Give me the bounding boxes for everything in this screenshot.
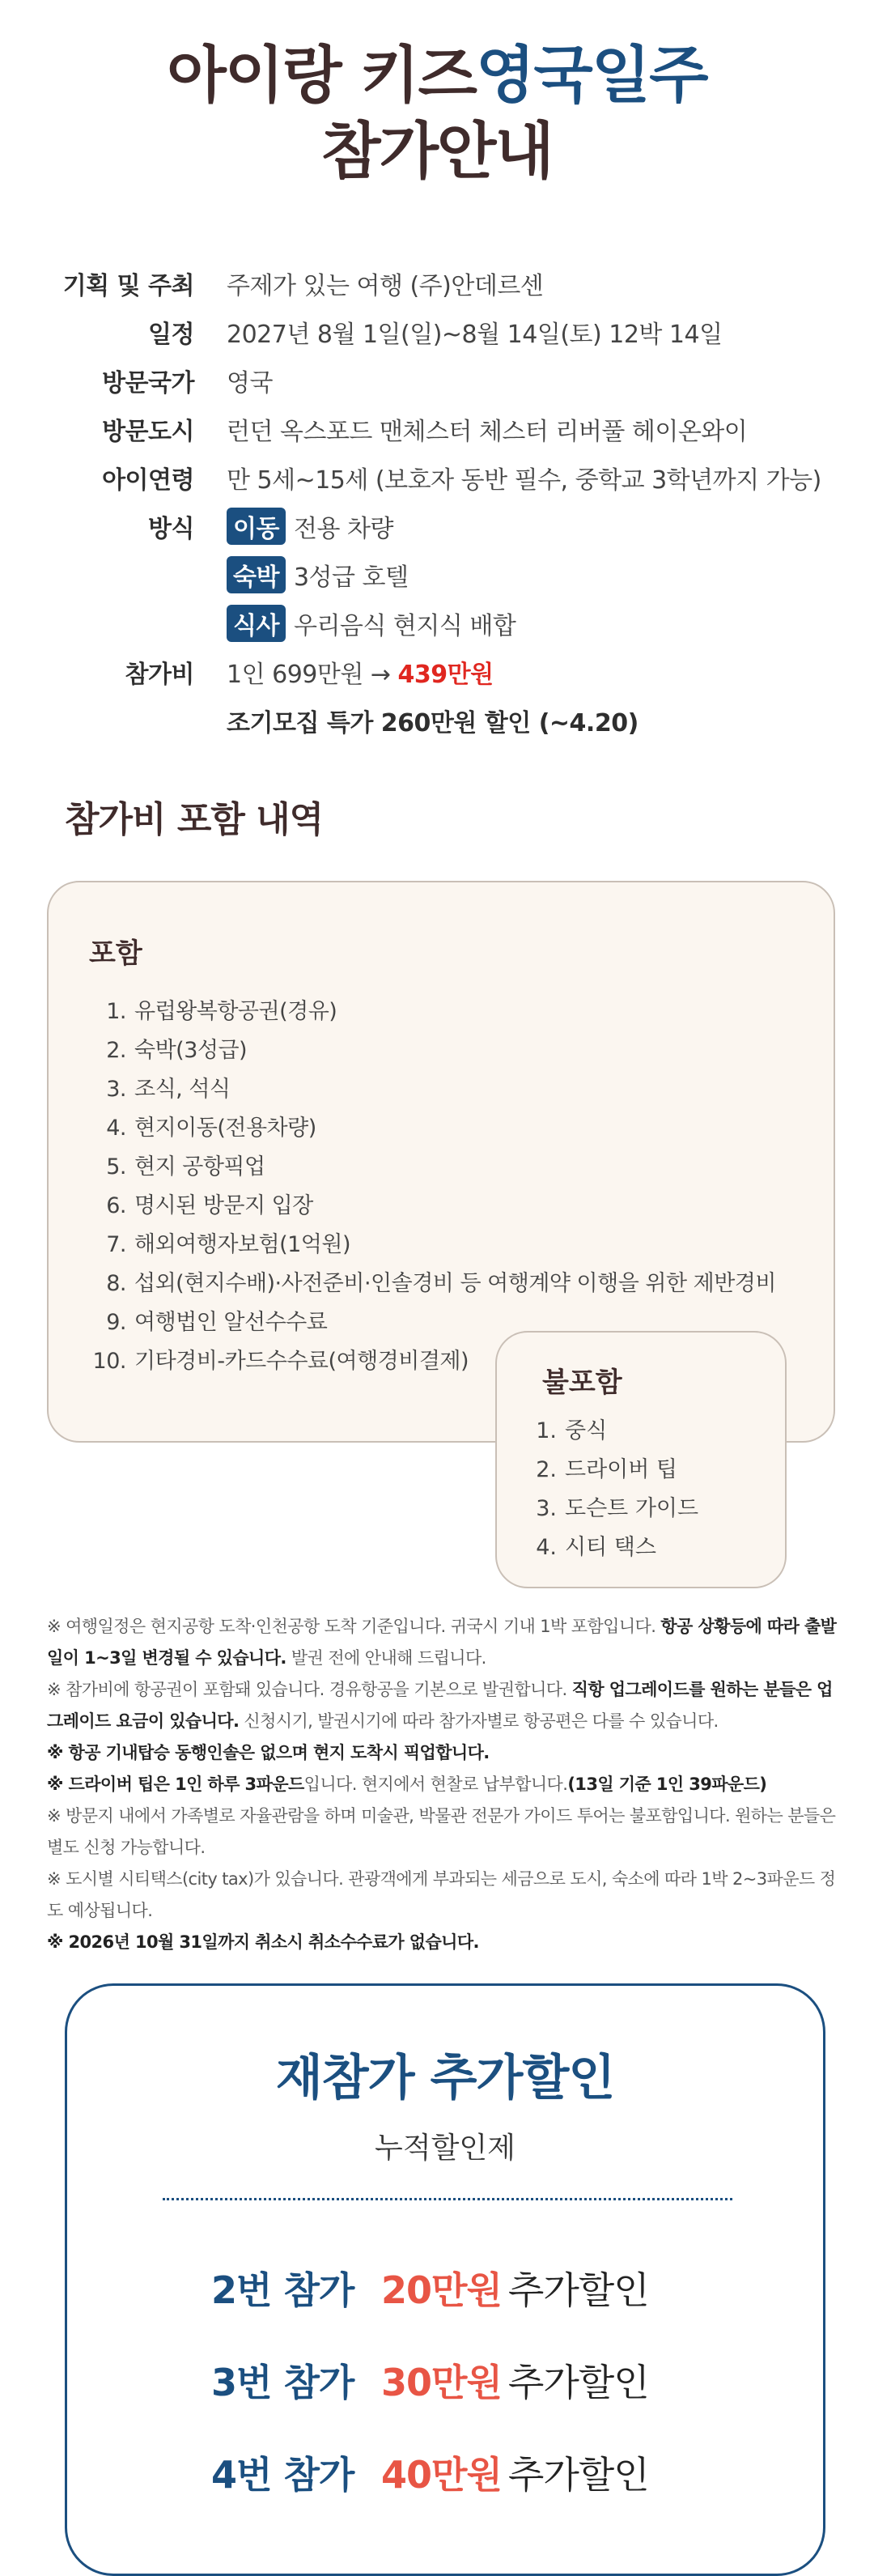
list-item: 4. 현지이동(전용차량) <box>106 1116 316 1141</box>
fee-sale: 439만원 <box>397 661 494 689</box>
info-row-method <box>32 550 850 599</box>
list-item: 5. 현지 공항픽업 <box>106 1154 265 1180</box>
title-part1: 아이랑 키즈 <box>167 39 476 111</box>
excludes-heading: 불포함 <box>542 1367 622 1399</box>
note-item: ※ 항공 기내탑승 동행인솔은 없으며 현지 도착시 픽업합니다. <box>47 1743 490 1762</box>
list-item: 4. 시티 택스 <box>536 1535 656 1560</box>
method-tag: 이동 <box>227 508 286 545</box>
info-row-cities <box>32 405 850 453</box>
info-row-age <box>32 453 850 502</box>
list-item: 2. 숙박(3성급) <box>106 1038 248 1063</box>
note-item: ※ 여행일정은 현지공항 도착·인천공항 도착 기준입니다. 귀국시 기내 1박 포함입니다. 항공 상황등에 따라 출발일이 1~3일 변경될 수 있습니다. 발권 전에 안내해 드립니다. <box>47 1617 837 1668</box>
includes-heading: 포함 <box>89 937 142 970</box>
note-item: ※ 드라이버 팁은 1인 하루 3파운드입니다. 현지에서 현찰로 납부합니다.(13일 기준 1인 39파운드) <box>47 1775 767 1794</box>
title-part2: 영국일주 <box>475 39 707 111</box>
cities-label: 방문도시 <box>102 418 194 446</box>
title-line2: 참가안내 <box>321 115 553 188</box>
note-item: ※ 도시별 시티택스(city tax)가 있습니다. 관광객에게 부과되는 세금으로 도시, 숙소에 따라 1박 2~3파운드 정도 예상됩니다. <box>47 1869 836 1920</box>
list-item: 1. 유럽왕복항공권(경유) <box>106 999 337 1024</box>
info-row-date <box>32 308 850 356</box>
discount-subtitle: 누적할인제 <box>375 2132 515 2165</box>
method-text: 우리음식 현지식 배합 <box>293 612 516 640</box>
note-item: ※ 참가비에 항공권이 포함돼 있습니다. 경유항공을 기본으로 발권합니다. 직항 업그레이드를 원하는 분들은 업그레이드 요금이 있습니다. 신청시기, 발권시기에 따라 참가자별로 항공편은 다를 수 있습니다. <box>47 1680 833 1731</box>
dotted-divider <box>163 2198 732 2200</box>
note-item: ※ 방문지 내에서 가족별로 자율관람을 하며 미술관, 박물관 전문가 가이드 투어는 불포함입니다. 원하는 분들은 별도 신청 가능합니다. <box>47 1806 836 1857</box>
info-row-fee <box>32 648 850 696</box>
info-table <box>32 259 850 745</box>
country-value: 영국 <box>227 369 273 397</box>
excludes-box <box>495 1331 787 1588</box>
page-title <box>0 37 874 189</box>
discount-row: 2번 참가 20만원 추가할인 <box>211 2268 649 2312</box>
method-item <box>227 605 515 642</box>
date-value: 2027년 8월 1일(일)~8월 14일(토) 12박 14일 <box>227 321 723 349</box>
list-item: 8. 섭외(현지수배)·사전준비·인솔경비 등 여행계약 이행을 위한 제반경비 <box>106 1271 776 1296</box>
excludes-list <box>529 1412 698 1567</box>
method-text: 전용 차량 <box>293 515 393 543</box>
info-row-method <box>32 599 850 648</box>
fee-label: 참가비 <box>125 661 194 689</box>
method-item <box>227 508 393 545</box>
age-label: 아이연령 <box>102 466 194 495</box>
method-text: 3성급 호텔 <box>293 563 409 592</box>
age-value: 만 5세~15세 (보호자 동반 필수, 중학교 3학년까지 가능) <box>227 466 821 495</box>
list-item: 2. 드라이버 팁 <box>536 1457 677 1482</box>
info-row-country <box>32 356 850 405</box>
note-item: ※ 2026년 10월 31일까지 취소시 취소수수료가 없습니다. <box>47 1932 479 1952</box>
method-label: 방식 <box>148 515 194 543</box>
list-item: 6. 명시된 방문지 입장 <box>106 1193 313 1218</box>
country-label: 방문국가 <box>102 369 194 397</box>
early-bird-text: 조기모집 특가 260만원 할인 (~4.20) <box>227 709 639 738</box>
list-item: 3. 도슨트 가이드 <box>536 1496 699 1521</box>
info-row-method <box>32 502 850 550</box>
method-tag: 식사 <box>227 605 286 642</box>
host-value: 주제가 있는 여행 (주)안데르센 <box>227 272 544 300</box>
list-item: 10. 기타경비-카드수수료(여행경비결제) <box>92 1349 469 1374</box>
includes-list <box>81 993 776 1381</box>
cities-value: 런던 옥스포드 맨체스터 체스터 리버풀 헤이온와이 <box>227 418 748 446</box>
date-label: 일정 <box>148 321 194 349</box>
list-item: 9. 여행법인 알선수수료 <box>106 1310 328 1335</box>
method-item <box>227 556 409 593</box>
fee-original: 1인 699만원 → <box>227 661 391 689</box>
host-label: 기획 및 주최 <box>62 272 194 300</box>
info-row-early-bird <box>32 696 850 745</box>
discount-row: 3번 참가 30만원 추가할인 <box>211 2361 649 2404</box>
discount-row: 4번 참가 40만원 추가할인 <box>211 2453 649 2497</box>
list-item: 7. 해외여행자보험(1억원) <box>106 1232 350 1257</box>
list-item: 3. 조식, 석식 <box>106 1077 231 1102</box>
notes <box>47 1611 840 1958</box>
info-row-host <box>32 259 850 308</box>
includes-section-title: 참가비 포함 내역 <box>65 799 324 840</box>
discount-title: 재참가 추가할인 <box>275 2050 615 2106</box>
method-tag: 숙박 <box>227 556 286 593</box>
list-item: 1. 중식 <box>536 1418 608 1443</box>
discount-box <box>65 1983 825 2576</box>
